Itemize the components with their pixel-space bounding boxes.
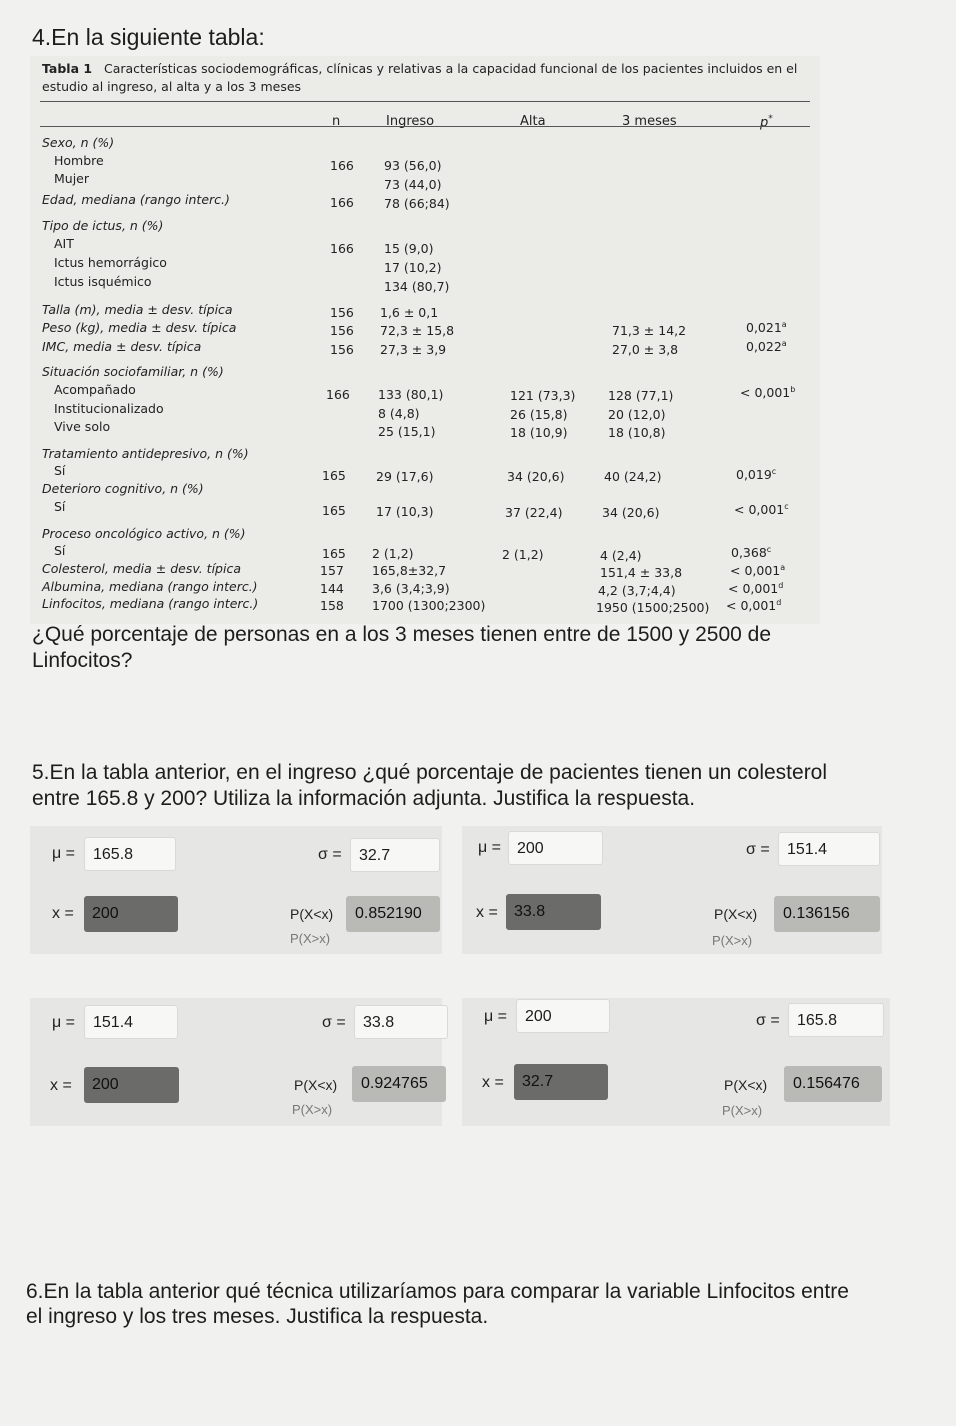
imc-ingreso: 27,3 ± 3,9 (380, 342, 447, 357)
institucionalizado-ingreso: 8 (4,8) (378, 406, 420, 421)
sigma-label: σ = (318, 846, 342, 863)
table-caption-text: Características sociodemográficas, clínicas y relativas a la capacidad funcional de los pacientes incluidos en el estudio al ingreso, al alta y a los 3 meses (42, 61, 798, 94)
table-caption-number: Tabla 1 (42, 61, 93, 76)
row-isquemico-label: Ictus isquémico (54, 274, 152, 289)
linfocitos-p: < 0,001$^d$ (726, 598, 782, 614)
linfocitos-3-meses: 1950 (1500;2500) (596, 600, 710, 615)
sigma-input-1-right[interactable]: 151.4 (778, 832, 880, 866)
oncologico-alta: 2 (1,2) (502, 547, 544, 562)
tratamiento-n: 165 (322, 468, 346, 483)
linfocitos-n: 158 (320, 598, 344, 613)
deterioro-ingreso: 17 (10,3) (376, 504, 434, 519)
x-label: x = (482, 1074, 504, 1091)
x-input-2-left[interactable]: 200 (84, 1067, 179, 1103)
mu-label: μ = (52, 1014, 76, 1031)
albumina-3-meses: 4,2 (3,7;4,4) (598, 583, 676, 598)
table-top-rule (40, 101, 810, 102)
deterioro-n: 165 (322, 503, 346, 518)
table-header-rule (40, 126, 810, 127)
tratamiento-alta: 34 (20,6) (507, 469, 565, 484)
oncologico-p: 0,368$^c$ (731, 545, 772, 561)
header-p: p* (760, 114, 773, 131)
row-institucionalizado-label: Institucionalizado (54, 401, 164, 416)
acompanado-3-meses: 128 (77,1) (608, 388, 674, 403)
tratamiento-p: 0,019$^c$ (736, 467, 777, 483)
acompanado-ingreso: 133 (80,1) (378, 387, 444, 402)
mu-label: μ = (484, 1008, 508, 1025)
imc-p: 0,022$^a$ (746, 339, 787, 355)
vive-solo-alta: 18 (10,9) (510, 425, 568, 440)
row-ait-label: AIT (54, 236, 74, 251)
imc-n: 156 (330, 342, 354, 357)
row-mujer-label: Mujer (54, 171, 90, 186)
question-5-line-1: 5.En la tabla anterior, en el ingreso ¿qué porcentaje de pacientes tienen un colesterol (32, 761, 828, 784)
p-greater-label: P(X>x) (712, 933, 753, 948)
sexo-n: 166 (330, 158, 354, 173)
header-alta: Alta (520, 114, 546, 129)
situacion-n: 166 (326, 387, 350, 402)
row-edad-label: Edad, mediana (rango interc.) (42, 192, 230, 207)
mu-label: μ = (52, 845, 76, 862)
oncologico-n: 165 (322, 546, 346, 561)
x-input-1-right[interactable]: 33.8 (506, 894, 601, 930)
row-talla-label: Talla (m), media ± desv. típica (42, 302, 233, 317)
row-imc-label: IMC, media ± desv. típica (42, 339, 202, 354)
colesterol-n: 157 (320, 563, 344, 578)
row-deterioro-si-label: Sí (54, 499, 66, 514)
peso-p: 0,021$^a$ (746, 320, 787, 336)
row-tratamiento-label: Tratamiento antidepresivo, n (%) (42, 446, 249, 461)
x-input-1-left[interactable]: 200 (84, 896, 178, 932)
talla-ingreso: 1,6 ± 0,1 (380, 305, 439, 320)
x-label: x = (476, 904, 498, 921)
question-5-line-2: entre 165.8 y 200? Utiliza la información adjunta. Justifica la respuesta. (32, 787, 696, 810)
institucionalizado-alta: 26 (15,8) (510, 407, 568, 422)
tratamiento-ingreso: 29 (17,6) (376, 469, 434, 484)
peso-3-meses: 71,3 ± 14,2 (612, 323, 687, 338)
sigma-input-1-left[interactable]: 32.7 (350, 838, 440, 872)
table-1 (30, 56, 820, 624)
x-label: x = (52, 905, 74, 922)
p-output-2-right: 0.156476 (784, 1066, 882, 1102)
header-ingreso: Ingreso (386, 114, 435, 129)
mu-label: μ = (478, 839, 502, 856)
vive-solo-3-meses: 18 (10,8) (608, 425, 666, 440)
row-acompanado-label: Acompañado (54, 382, 136, 397)
tratamiento-3-meses: 40 (24,2) (604, 469, 662, 484)
oncologico-ingreso: 2 (1,2) (372, 546, 414, 561)
edad-ingreso: 78 (66;84) (384, 196, 450, 211)
colesterol-ingreso: 165,8±32,7 (372, 563, 447, 578)
row-deterioro-label: Deterioro cognitivo, n (%) (42, 481, 204, 496)
p-less-label: P(X<x) (724, 1077, 768, 1093)
ictus-n: 166 (330, 241, 354, 256)
row-vive-solo-label: Vive solo (54, 419, 111, 434)
p-output-1-right: 0.136156 (774, 896, 880, 932)
peso-n: 156 (330, 323, 354, 338)
hemorragico-ingreso: 17 (10,2) (384, 260, 442, 275)
row-oncologico-si-label: Sí (54, 543, 66, 558)
p-less-label: P(X<x) (294, 1077, 338, 1093)
deterioro-p: < 0,001$^c$ (734, 502, 789, 518)
vive-solo-ingreso: 25 (15,1) (378, 424, 436, 439)
question-4-title: 4.En la siguiente tabla: (32, 24, 265, 50)
institucionalizado-3-meses: 20 (12,0) (608, 407, 666, 422)
question-6-line-2: el ingreso y los tres meses. Justifica la respuesta. (26, 1305, 489, 1328)
row-peso-label: Peso (kg), media ± desv. típica (42, 320, 237, 335)
p-greater-label: P(X>x) (292, 1102, 333, 1117)
sigma-input-2-right[interactable]: 165.8 (788, 1003, 884, 1037)
row-hemorragico-label: Ictus hemorrágico (54, 255, 167, 270)
situacion-p: < 0,001$^b$ (740, 385, 796, 401)
sigma-input-2-left[interactable]: 33.8 (354, 1005, 448, 1039)
question-4-line-1: ¿Qué porcentaje de personas en a los 3 meses tienen entre de 1500 y 2500 de (32, 623, 771, 646)
mujer-ingreso: 73 (44,0) (384, 177, 442, 192)
mu-input-1-left[interactable]: 165.8 (84, 837, 176, 871)
peso-ingreso: 72,3 ± 15,8 (380, 323, 455, 338)
question-6-line-1: 6.En la tabla anterior qué técnica utilizaríamos para comparar la variable Linfocitos entre (26, 1280, 849, 1303)
deterioro-3-meses: 34 (20,6) (602, 505, 660, 520)
hombre-ingreso: 93 (56,0) (384, 158, 442, 173)
sigma-label: σ = (746, 841, 770, 858)
row-albumina-label: Albumina, mediana (rango interc.) (42, 579, 258, 594)
isquemico-ingreso: 134 (80,7) (384, 279, 450, 294)
p-less-label: P(X<x) (290, 906, 334, 922)
acompanado-alta: 121 (73,3) (510, 388, 576, 403)
colesterol-p: < 0,001$^a$ (730, 563, 786, 579)
p-output-1-left: 0.852190 (346, 896, 440, 932)
row-colesterol-label: Colesterol, media ± desv. típica (42, 561, 241, 576)
header-3-meses: 3 meses (622, 114, 677, 129)
row-hombre-label: Hombre (54, 153, 104, 168)
albumina-ingreso: 3,6 (3,4;3,9) (372, 581, 450, 596)
x-input-2-right[interactable]: 32.7 (514, 1064, 608, 1100)
ait-ingreso: 15 (9,0) (384, 241, 434, 256)
albumina-p: < 0,001$^d$ (728, 581, 784, 597)
sigma-label: σ = (322, 1014, 346, 1031)
p-less-label: P(X<x) (714, 906, 758, 922)
row-linfocitos-label: Linfocitos, mediana (rango interc.) (42, 596, 259, 611)
mu-input-1-right[interactable]: 200 (508, 831, 603, 865)
p-greater-label: P(X>x) (722, 1103, 763, 1118)
question-4-line-2: Linfocitos? (32, 649, 133, 672)
row-tratamiento-si-label: Sí (54, 463, 66, 478)
deterioro-alta: 37 (22,4) (505, 505, 563, 520)
p-output-2-left: 0.924765 (352, 1066, 446, 1102)
linfocitos-ingreso: 1700 (1300;2300) (372, 598, 486, 613)
albumina-n: 144 (320, 581, 344, 596)
oncologico-3-meses: 4 (2,4) (600, 548, 642, 563)
x-label: x = (50, 1077, 72, 1094)
mu-input-2-left[interactable]: 151.4 (84, 1005, 178, 1039)
colesterol-3-meses: 151,4 ± 33,8 (600, 565, 683, 580)
row-oncologico-label: Proceso oncológico activo, n (%) (42, 526, 246, 541)
mu-input-2-right[interactable]: 200 (516, 999, 610, 1033)
sigma-label: σ = (756, 1012, 780, 1029)
table-caption (42, 60, 812, 96)
row-sexo-label: Sexo, n (%) (42, 135, 115, 150)
row-ictus-label: Tipo de ictus, n (%) (42, 218, 164, 233)
row-situacion-label: Situación sociofamiliar, n (%) (42, 364, 224, 379)
edad-n: 166 (330, 195, 354, 210)
p-greater-label: P(X>x) (290, 931, 331, 946)
imc-3-meses: 27,0 ± 3,8 (612, 342, 679, 357)
talla-n: 156 (330, 305, 354, 320)
header-n: n (332, 114, 341, 129)
